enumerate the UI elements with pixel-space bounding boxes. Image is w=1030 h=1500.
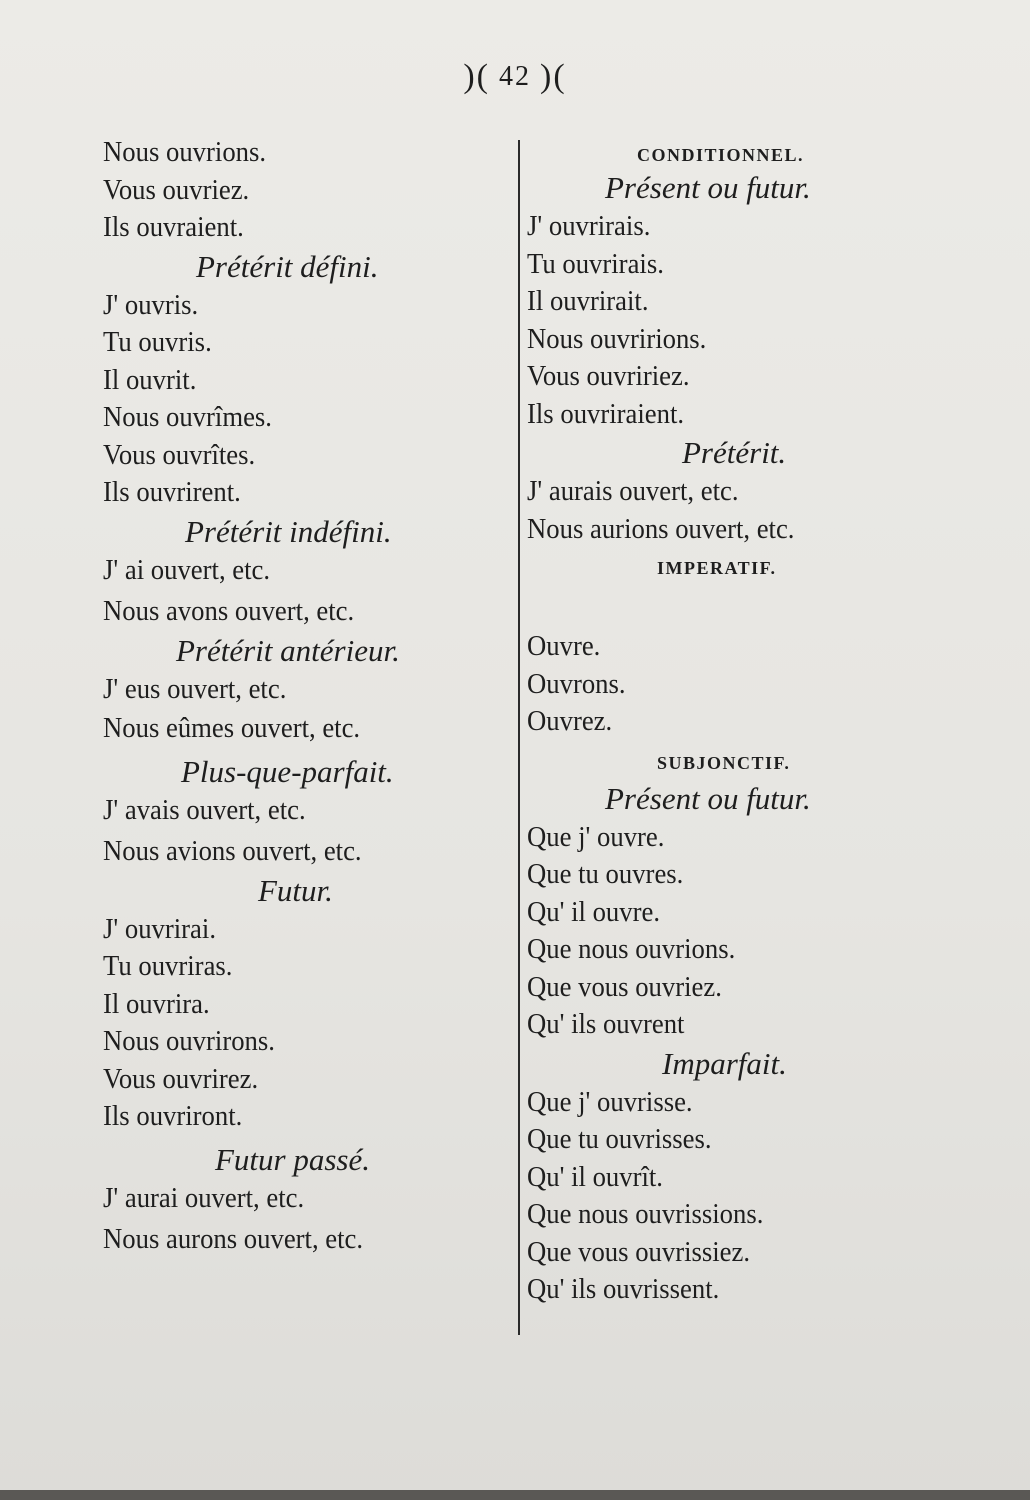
conjugation-line: Nous ouvrions. — [103, 136, 267, 168]
conjugation-line: Vous ouvrirez. — [103, 1062, 259, 1095]
tense-heading-preterit-anterieur: Prétérit antérieur. — [176, 632, 400, 668]
tense-heading-preterit-defini: Prétérit défini. — [196, 248, 379, 284]
conjugation-line: Que j' ouvrisse. — [527, 1085, 693, 1118]
conjugation-line: Qu' il ouvrît. — [527, 1160, 663, 1193]
conjugation-line: Qu' il ouvre. — [527, 895, 660, 928]
conjugation-line: Ils ouvraient. — [103, 211, 244, 243]
conjugation-line: Ouvre. — [527, 630, 601, 662]
conjugation-line: Que vous ouvriez. — [527, 970, 722, 1003]
tense-heading-imparfait: Imparfait. — [662, 1045, 787, 1081]
left-column — [103, 134, 503, 1259]
tense-heading-preterit-indefini: Prétérit indéfini. — [185, 513, 392, 549]
conjugation-line: J' avais ouvert, etc. — [103, 793, 306, 826]
conjugation-line: Tu ouvriras. — [103, 950, 233, 982]
mood-heading-imperatif: IMPERATIF. — [657, 558, 777, 578]
conjugation-line: Vous ouvriez. — [103, 173, 250, 206]
conjugation-line: Nous ouvririons. — [527, 322, 707, 355]
conjugation-line: Nous ouvrîmes. — [103, 401, 272, 433]
conjugation-line: Ils ouvrirent. — [103, 476, 241, 508]
conjugation-line: Il ouvrira. — [103, 987, 210, 1020]
conjugation-line: Que nous ouvrions. — [527, 933, 736, 965]
conjugation-line: Que vous ouvrissiez. — [527, 1235, 751, 1268]
conjugation-line: Nous avons ouvert, etc. — [103, 595, 355, 627]
conjugation-line: Que tu ouvrisses. — [527, 1123, 712, 1155]
conjugation-line: J' eus ouvert, etc. — [103, 672, 287, 705]
header-ornament-left: )( — [463, 58, 490, 95]
page-bottom-edge — [0, 1490, 1030, 1500]
conjugation-line: Tu ouvris. — [103, 326, 212, 358]
mood-heading-subjonctif: SUBJONCTIF. — [657, 752, 791, 773]
conjugation-line: Nous avions ouvert, etc. — [103, 835, 362, 867]
conjugation-line: J' ouvrirais. — [527, 210, 651, 242]
conjugation-line: Qu' ils ouvrent — [527, 1008, 685, 1040]
conjugation-line: Ils ouvriraient. — [527, 397, 685, 430]
conjugation-line: J' aurai ouvert, etc. — [103, 1181, 305, 1214]
conjugation-line: Nous aurions ouvert, etc. — [527, 512, 795, 545]
right-column — [527, 134, 927, 1309]
tense-heading-present-futur: Présent ou futur. — [605, 170, 811, 205]
conjugation-line: Ouvrons. — [527, 667, 626, 700]
conjugation-line: Nous aurons ouvert, etc. — [103, 1223, 364, 1255]
page-number: 42 — [499, 61, 531, 92]
column-divider — [518, 140, 520, 1335]
tense-heading-futur-passe: Futur passé. — [215, 1141, 370, 1177]
conjugation-line: Qu' ils ouvrissent. — [527, 1273, 720, 1305]
conjugation-line: J' ai ouvert, etc. — [103, 553, 271, 586]
header-ornament-right: )( — [540, 58, 567, 95]
conjugation-line: Il ouvrit. — [103, 363, 197, 396]
conjugation-line: Nous eûmes ouvert, etc. — [103, 712, 361, 744]
conjugation-line: Tu ouvrirais. — [527, 247, 664, 280]
conjugation-line: Que tu ouvres. — [527, 858, 684, 890]
conjugation-line: Que j' ouvre. — [527, 820, 665, 853]
conjugation-line: Ils ouvriront. — [103, 1100, 243, 1132]
conjugation-line: Ouvrez. — [527, 705, 613, 737]
conjugation-line: Il ouvrirait. — [527, 285, 649, 317]
page-header — [0, 58, 1030, 96]
conjugation-line: Que nous ouvrissions. — [527, 1198, 764, 1230]
conjugation-line: J' aurais ouvert, etc. — [527, 475, 739, 507]
conjugation-line: Nous ouvrirons. — [103, 1025, 275, 1057]
tense-heading-present-futur: Présent ou futur. — [605, 780, 811, 816]
tense-heading-futur: Futur. — [258, 872, 333, 908]
conjugation-line: J' ouvrirai. — [103, 912, 216, 945]
mood-heading-conditionnel: CONDITIONNEL. — [637, 145, 805, 165]
conjugation-line: Vous ouvririez. — [527, 360, 690, 392]
tense-heading-preterit: Prétérit. — [682, 435, 787, 470]
conjugation-line: Vous ouvrîtes. — [103, 438, 256, 471]
tense-heading-plus-que-parfait: Plus-que-parfait. — [181, 753, 394, 789]
conjugation-line: J' ouvris. — [103, 288, 199, 321]
